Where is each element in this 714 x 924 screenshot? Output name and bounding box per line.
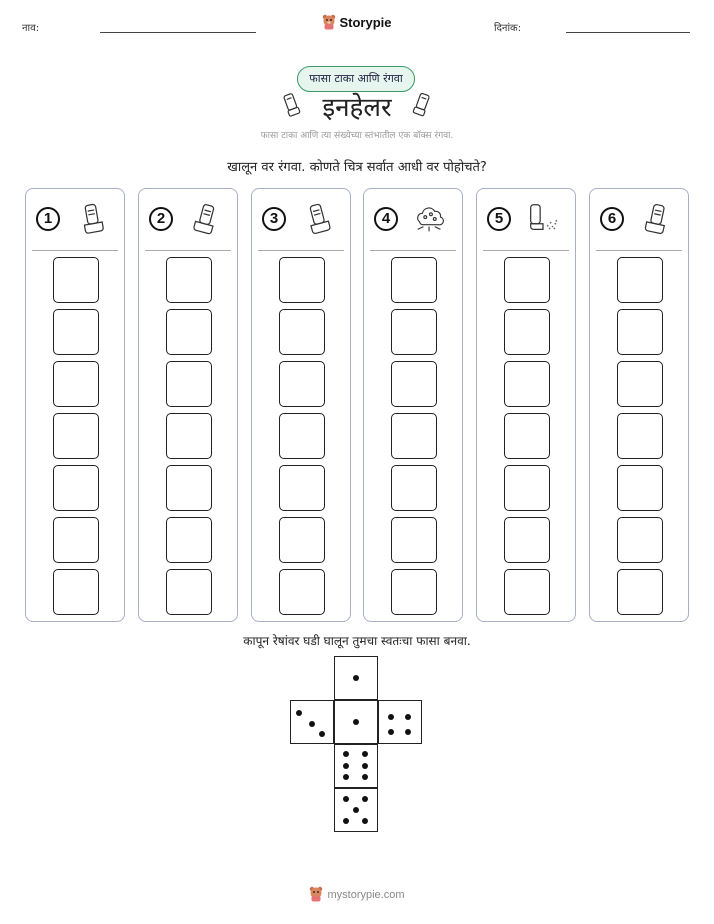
die-face (334, 744, 378, 788)
color-box[interactable] (617, 517, 663, 563)
inhaler-icon (300, 201, 336, 237)
color-box[interactable] (504, 361, 550, 407)
die-pip (353, 675, 359, 681)
color-box[interactable] (53, 517, 99, 563)
column-divider (370, 250, 456, 251)
color-box[interactable] (617, 257, 663, 303)
color-box[interactable] (279, 257, 325, 303)
color-box[interactable] (279, 413, 325, 459)
color-box[interactable] (504, 413, 550, 459)
date-line (566, 32, 690, 33)
color-box[interactable] (504, 257, 550, 303)
color-box[interactable] (53, 309, 99, 355)
inhaler-icon (412, 92, 432, 118)
column-number: 4 (374, 207, 398, 231)
column-divider (32, 250, 118, 251)
column-3 (251, 188, 351, 622)
color-box[interactable] (53, 569, 99, 615)
color-box[interactable] (504, 517, 550, 563)
color-box[interactable] (617, 309, 663, 355)
color-box[interactable] (279, 517, 325, 563)
color-box[interactable] (391, 361, 437, 407)
die-pip (319, 731, 325, 737)
color-box[interactable] (166, 309, 212, 355)
inhaler-icon (187, 201, 223, 237)
color-box[interactable] (166, 569, 212, 615)
question-text: खालून वर रंगवा. कोणते चित्र सर्वात आधी वर पोहोचते? (227, 160, 487, 175)
die-pip (388, 714, 394, 720)
footer-site: mystorypie.com (327, 889, 405, 901)
name-label: नाव: (22, 23, 40, 34)
color-box[interactable] (53, 413, 99, 459)
die-pip (343, 774, 349, 780)
color-box[interactable] (391, 569, 437, 615)
inhaler-icon (638, 201, 674, 237)
die-pip (343, 751, 349, 757)
spray-cloud-icon (412, 201, 448, 237)
instruction-text: फासा टाका आणि त्या संख्येच्या स्तंभातील एक बॉक्स रंगवा. (260, 131, 454, 141)
color-box[interactable] (279, 309, 325, 355)
die-pip (362, 751, 368, 757)
column-number: 2 (149, 207, 173, 231)
die-pip (405, 714, 411, 720)
color-box[interactable] (279, 465, 325, 511)
die-pip (362, 763, 368, 769)
die-face (334, 700, 378, 744)
bear-icon (322, 14, 336, 33)
column-number: 6 (600, 207, 624, 231)
column-5 (476, 188, 576, 622)
color-box[interactable] (504, 309, 550, 355)
die-pip (309, 721, 315, 727)
color-box[interactable] (53, 361, 99, 407)
color-box[interactable] (279, 361, 325, 407)
footer (0, 886, 714, 905)
color-box[interactable] (391, 413, 437, 459)
color-box[interactable] (391, 517, 437, 563)
date-label: दिनांक: (494, 23, 522, 34)
die-pip (362, 774, 368, 780)
column-number: 1 (36, 207, 60, 231)
activity-pill: फासा टाका आणि रंगवा (297, 66, 415, 92)
column-number: 3 (262, 207, 286, 231)
color-box[interactable] (279, 569, 325, 615)
brand-name: Storypie (339, 15, 392, 30)
color-box[interactable] (504, 465, 550, 511)
bear-icon (309, 886, 323, 905)
die-pip (343, 763, 349, 769)
color-box[interactable] (166, 257, 212, 303)
color-box[interactable] (166, 361, 212, 407)
color-box[interactable] (391, 465, 437, 511)
color-box[interactable] (166, 413, 212, 459)
color-box[interactable] (166, 517, 212, 563)
column-divider (258, 250, 344, 251)
die-pip (343, 818, 349, 824)
column-divider (596, 250, 682, 251)
die-pip (388, 729, 394, 735)
color-box[interactable] (617, 465, 663, 511)
die-pip (296, 710, 302, 716)
column-2 (138, 188, 238, 622)
die-face (334, 788, 378, 832)
die-pip (353, 807, 359, 813)
color-box[interactable] (617, 569, 663, 615)
column-1 (25, 188, 125, 622)
die-face (378, 700, 422, 744)
inhaler-icon (74, 201, 110, 237)
brand-logo (0, 14, 714, 33)
die-pip (353, 719, 359, 725)
column-divider (145, 250, 231, 251)
die-pip (362, 818, 368, 824)
die-face (334, 656, 378, 700)
column-divider (483, 250, 569, 251)
die-pip (362, 796, 368, 802)
die-face (290, 700, 334, 744)
dice-instruction: कापून रेषांवर घडी घालून तुमचा स्वतःचा फासा बनवा. (243, 634, 471, 648)
die-pip (405, 729, 411, 735)
page-title: इनहेलर (322, 93, 392, 123)
inhaler-icon (282, 92, 302, 118)
column-6 (589, 188, 689, 622)
color-box[interactable] (53, 257, 99, 303)
inhaler-spray-icon (525, 201, 561, 237)
color-box[interactable] (617, 413, 663, 459)
color-box[interactable] (391, 309, 437, 355)
column-4 (363, 188, 463, 622)
color-box[interactable] (53, 465, 99, 511)
color-box[interactable] (391, 257, 437, 303)
die-pip (343, 796, 349, 802)
color-box[interactable] (617, 361, 663, 407)
column-number: 5 (487, 207, 511, 231)
color-box[interactable] (166, 465, 212, 511)
color-box[interactable] (504, 569, 550, 615)
